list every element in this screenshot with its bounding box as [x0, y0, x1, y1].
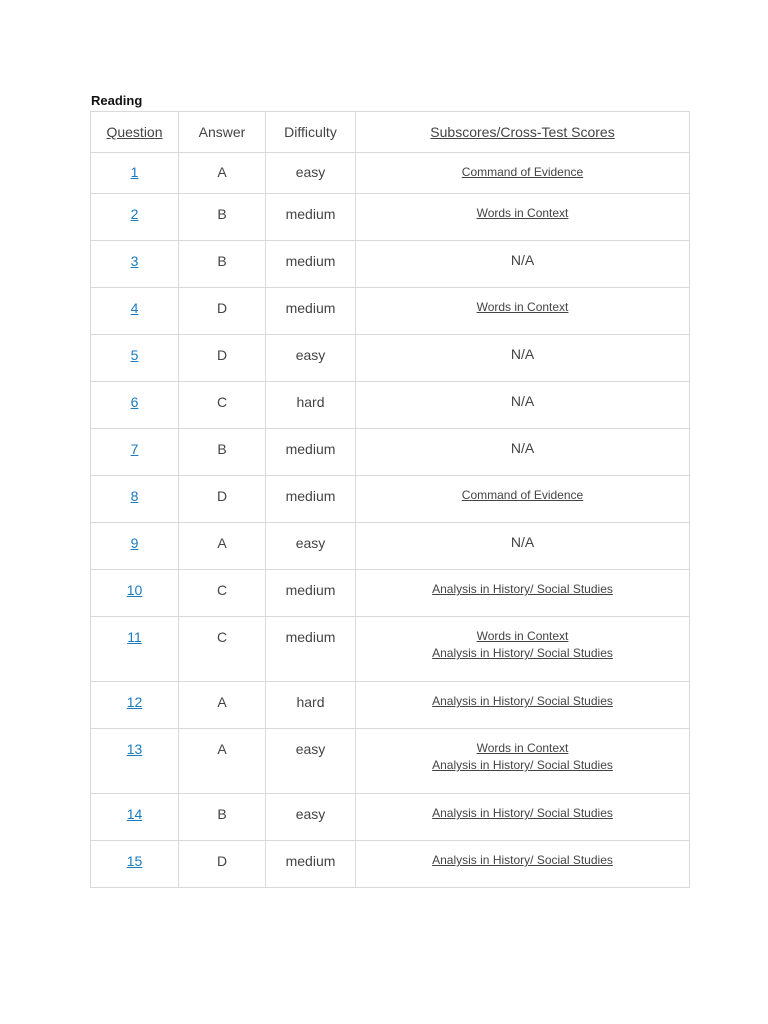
difficulty-cell [266, 429, 356, 476]
answer-cell [179, 682, 266, 729]
subscore-link[interactable]: Command of Evidence [461, 488, 584, 502]
question-column-header[interactable]: Question [91, 112, 179, 153]
subscore-na: N/A [510, 534, 535, 550]
answer-value: D [216, 300, 228, 316]
answer-value: A [217, 164, 227, 180]
difficulty-cell [266, 382, 356, 429]
difficulty-value: medium [285, 253, 336, 269]
table-row [91, 682, 690, 729]
question-cell [91, 682, 179, 729]
question-link[interactable]: 7 [130, 441, 139, 457]
table-row [91, 335, 690, 382]
difficulty-value: medium [285, 488, 336, 504]
question-link[interactable]: 12 [126, 694, 143, 710]
section-title: Reading [91, 93, 143, 108]
answer-value: A [217, 694, 227, 710]
question-cell [91, 241, 179, 288]
subscore-link[interactable]: Command of Evidence [461, 165, 584, 179]
question-cell [91, 729, 179, 794]
table-row [91, 429, 690, 476]
question-link[interactable]: 6 [130, 394, 139, 410]
difficulty-value: medium [285, 853, 336, 869]
answer-cell [179, 570, 266, 617]
subscore-na: N/A [510, 440, 535, 456]
question-cell [91, 476, 179, 523]
answer-key-table [90, 111, 690, 888]
difficulty-value: medium [285, 582, 336, 598]
question-link[interactable]: 5 [130, 347, 139, 363]
subscores-cell [356, 335, 690, 382]
question-cell [91, 335, 179, 382]
difficulty-value: medium [285, 441, 336, 457]
answer-value: D [216, 347, 228, 363]
answer-value: D [216, 853, 228, 869]
subscore-na: N/A [510, 393, 535, 409]
answer-cell [179, 382, 266, 429]
answer-value: A [217, 535, 227, 551]
question-link[interactable]: 13 [126, 741, 143, 757]
subscores-cell [356, 241, 690, 288]
table-row [91, 382, 690, 429]
difficulty-cell [266, 194, 356, 241]
difficulty-cell [266, 617, 356, 682]
subscore-na: N/A [510, 346, 535, 362]
difficulty-value: hard [296, 394, 325, 410]
table-row [91, 729, 690, 794]
question-link[interactable]: 9 [130, 535, 139, 551]
subscores-cell [356, 523, 690, 570]
difficulty-cell [266, 570, 356, 617]
question-cell [91, 382, 179, 429]
subscores-cell [356, 382, 690, 429]
difficulty-value: medium [285, 300, 336, 316]
difficulty-value: hard [296, 694, 325, 710]
table-row [91, 841, 690, 888]
difficulty-value: medium [285, 206, 336, 222]
answer-value: C [216, 629, 228, 645]
difficulty-value: medium [285, 629, 336, 645]
question-link[interactable]: 3 [130, 253, 139, 269]
subscore-link[interactable]: Analysis in History/ Social Studies [432, 646, 613, 660]
table-row [91, 523, 690, 570]
answer-value: A [217, 741, 227, 757]
answer-cell [179, 153, 266, 194]
question-link[interactable]: 8 [130, 488, 139, 504]
table-header-row [91, 112, 690, 153]
subscores-cell [356, 617, 690, 682]
answer-cell [179, 523, 266, 570]
answer-cell [179, 841, 266, 888]
subscore-link[interactable]: Words in Context [476, 206, 569, 220]
subscores-cell [356, 194, 690, 241]
difficulty-value: easy [295, 741, 326, 757]
table-row [91, 570, 690, 617]
subscore-link[interactable]: Words in Context [476, 741, 569, 755]
question-link[interactable]: 10 [126, 582, 143, 598]
subscore-link[interactable]: Analysis in History/ Social Studies [432, 694, 613, 708]
question-link[interactable]: 14 [126, 806, 143, 822]
table-row [91, 241, 690, 288]
table-body [91, 153, 690, 888]
subscores-cell [356, 429, 690, 476]
question-link[interactable]: 1 [130, 164, 139, 180]
answer-cell [179, 288, 266, 335]
subscore-link[interactable]: Analysis in History/ Social Studies [432, 758, 613, 772]
difficulty-value: easy [295, 164, 326, 180]
difficulty-cell [266, 241, 356, 288]
difficulty-cell [266, 288, 356, 335]
subscore-link[interactable]: Words in Context [476, 300, 569, 314]
answer-column-header: Answer [179, 112, 266, 153]
question-cell [91, 617, 179, 682]
question-link[interactable]: 4 [130, 300, 139, 316]
difficulty-cell [266, 841, 356, 888]
question-cell [91, 153, 179, 194]
subscore-link[interactable]: Analysis in History/ Social Studies [432, 806, 613, 820]
difficulty-cell [266, 794, 356, 841]
answer-value: B [217, 206, 227, 222]
question-cell [91, 288, 179, 335]
answer-value: C [216, 582, 228, 598]
question-cell [91, 523, 179, 570]
table-row [91, 194, 690, 241]
difficulty-cell [266, 682, 356, 729]
difficulty-cell [266, 335, 356, 382]
answer-cell [179, 241, 266, 288]
difficulty-value: easy [295, 535, 326, 551]
answer-cell [179, 729, 266, 794]
table-row [91, 476, 690, 523]
answer-value: C [216, 394, 228, 410]
difficulty-column-header: Difficulty [266, 112, 356, 153]
subscore-link[interactable]: Analysis in History/ Social Studies [432, 853, 613, 867]
subscores-column-header[interactable]: Subscores/Cross-Test Scores [356, 112, 690, 153]
answer-cell [179, 194, 266, 241]
question-link[interactable]: 15 [126, 853, 143, 869]
answer-cell [179, 794, 266, 841]
difficulty-cell [266, 476, 356, 523]
difficulty-cell [266, 153, 356, 194]
subscores-cell [356, 794, 690, 841]
subscores-cell [356, 841, 690, 888]
answer-cell [179, 335, 266, 382]
subscores-cell [356, 570, 690, 617]
answer-cell [179, 429, 266, 476]
subscore-link[interactable]: Words in Context [476, 629, 569, 643]
question-cell [91, 429, 179, 476]
question-link[interactable]: 11 [127, 629, 142, 645]
answer-cell [179, 476, 266, 523]
difficulty-cell [266, 523, 356, 570]
table-row [91, 794, 690, 841]
question-cell [91, 794, 179, 841]
subscores-cell [356, 153, 690, 194]
answer-value: D [216, 488, 228, 504]
subscores-cell [356, 682, 690, 729]
subscore-na: N/A [510, 252, 535, 268]
answer-value: B [217, 806, 227, 822]
answer-value: B [217, 253, 227, 269]
answer-cell [179, 617, 266, 682]
subscores-cell [356, 476, 690, 523]
difficulty-value: easy [295, 806, 326, 822]
table-row [91, 153, 690, 194]
table-row [91, 617, 690, 682]
subscore-link[interactable]: Analysis in History/ Social Studies [432, 582, 613, 596]
difficulty-cell [266, 729, 356, 794]
question-cell [91, 570, 179, 617]
answer-value: B [217, 441, 227, 457]
question-link[interactable]: 2 [130, 206, 139, 222]
question-cell [91, 841, 179, 888]
question-cell [91, 194, 179, 241]
table-row [91, 288, 690, 335]
subscores-cell [356, 729, 690, 794]
subscores-cell [356, 288, 690, 335]
difficulty-value: easy [295, 347, 326, 363]
